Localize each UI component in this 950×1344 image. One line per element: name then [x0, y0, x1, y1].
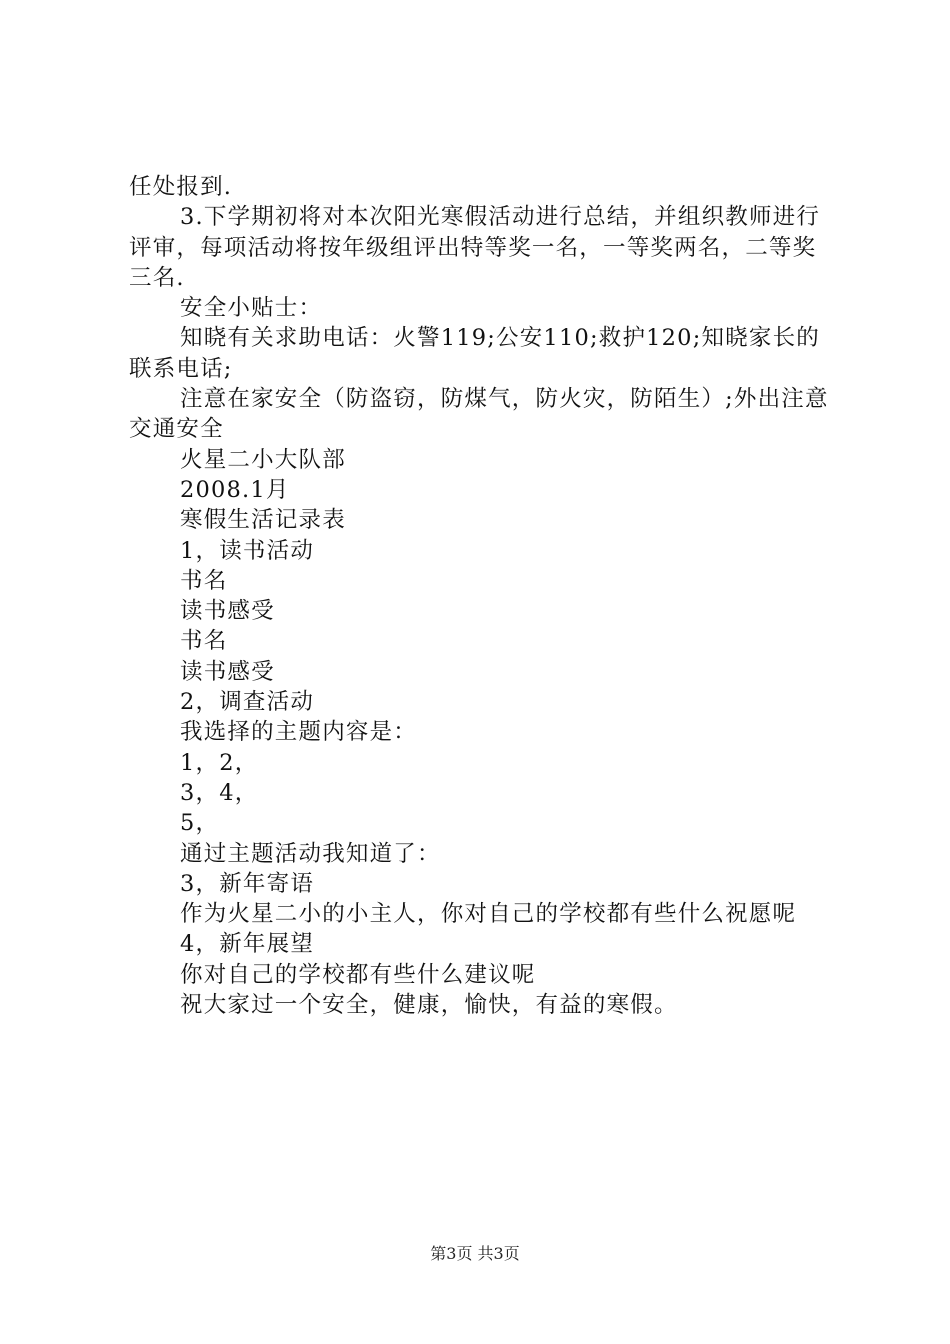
paragraph-signature-date: 2008.1月 [180, 476, 290, 503]
page-number-footer: 第3页 共3页 [430, 1244, 520, 1263]
paragraph-topic-items: 1，2， [180, 749, 259, 776]
paragraph-survey-activity: 2，调查活动 [180, 689, 315, 716]
paragraph-book-name: 书名 [180, 567, 228, 594]
paragraph-reading-feeling: 读书感受 [180, 658, 275, 685]
paragraph-topic-items: 3，4， [180, 779, 259, 806]
paragraph-chosen-topic: 我选择的主题内容是： [180, 719, 418, 746]
paragraph-record-title: 寒假生活记录表 [180, 507, 346, 534]
paragraph-reading-feeling: 读书感受 [180, 598, 275, 625]
paragraph-award-notice: 3.下学期初将对本次阳光寒假活动进行总结，并组织教师进行评审，每项活动将按年级组评出特等奖一名，一等奖两名，二等奖三名. [129, 204, 821, 291]
paragraph-suggestions-question: 你对自己的学校都有些什么建议呢 [180, 961, 536, 988]
paragraph-home-safety: 注意在家安全（防盗窃，防煤气，防火灾，防陌生）;外出注意交通安全 [129, 386, 829, 443]
paragraph-topic-items: 5， [180, 810, 220, 837]
document-body [129, 172, 837, 1020]
paragraph-new-year-message: 3，新年寄语 [180, 870, 315, 897]
paragraph-continued: 任处报到. [129, 174, 233, 200]
paragraph-reading-activity: 1，读书活动 [180, 537, 315, 564]
paragraph-book-name: 书名 [180, 628, 228, 655]
paragraph-new-year-outlook: 4，新年展望 [180, 931, 315, 958]
paragraph-wishes-question: 作为火星二小的小主人，你对自己的学校都有些什么祝愿呢 [180, 901, 797, 928]
paragraph-closing-wish: 祝大家过一个安全，健康，愉快，有益的寒假。 [180, 992, 678, 1019]
paragraph-emergency-phones: 知晓有关求助电话：火警119;公安110;救护120;知晓家长的联系电话; [129, 325, 820, 382]
paragraph-learned: 通过主题活动我知道了： [180, 840, 441, 867]
paragraph-safety-tips-heading: 安全小贴士： [180, 295, 323, 322]
paragraph-signature-org: 火星二小大队部 [180, 446, 346, 473]
